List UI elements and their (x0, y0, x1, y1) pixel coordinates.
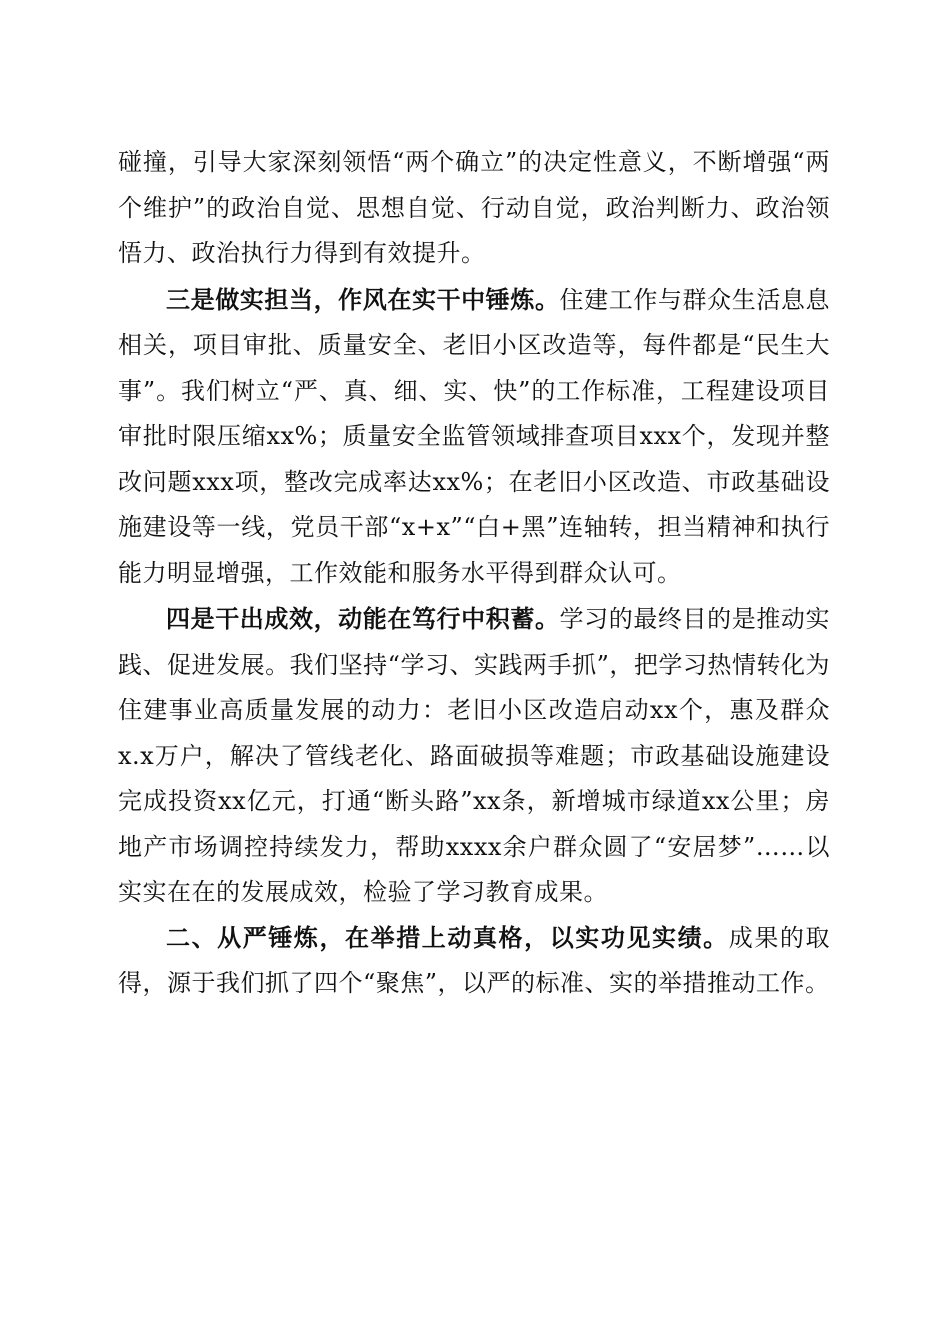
paragraph-third-point (118, 277, 830, 597)
paragraph-fourth-point (118, 596, 830, 916)
paragraph-text: 成果的取得，源于我们抓了四个“聚焦”，以严的标准、实的举措推动工作。 (118, 923, 831, 997)
paragraph-text: 碰撞，引导大家深刻领悟“两个确立”的决定性意义，不断增强“两个维护”的政治自觉、思想自觉、行动自觉，政治判断力、政治领悟力、政治执行力得到有效提升。 (118, 148, 830, 267)
document-body (118, 140, 830, 1007)
paragraph-continuation (118, 140, 830, 277)
paragraph-lead-heading: 三是做实担当，作风在实干中锤炼。 (166, 284, 560, 314)
paragraph-section-two (118, 916, 830, 1007)
paragraph-text: 学习的最终目的是推动实践、促进发展。我们坚持“学习、实践两手抓”，把学习热情转化为住建事业高质量发展的动力：老旧小区改造启动xx个，惠及群众x.x万户，解决了管线老化、路面破损等难题；市政基础设施建设完成投资xx亿元，打通“断头路”xx条，新增城市绿道xx公里；房地产市场调控持续发力，帮助xxxx余户群众圆了“安居梦”……以实实在在的发展成效，检验了学习教育成果。 (118, 605, 831, 906)
paragraph-lead-heading: 四是干出成效，动能在笃行中积蓄。 (166, 604, 560, 633)
section-heading: 二、从严锤炼，在举措上动真格，以实功见实绩。 (166, 923, 729, 952)
paragraph-text: 住建工作与群众生活息息相关，项目审批、质量安全、老旧小区改造等，每件都是“民生大事”。我们树立“严、真、细、实、快”的工作标准，工程建设项目审批时限压缩xx%；质量安全监管领域排查项目xxx个，发现并整改问题xxx项，整改完成率达xx%；在老旧小区改造、市政基础设施建设等一线，党员干部“x+x”“白+黑”连轴转，担当精神和执行能力明显增强，工作效能和服务水平得到群众认可。 (118, 285, 831, 587)
